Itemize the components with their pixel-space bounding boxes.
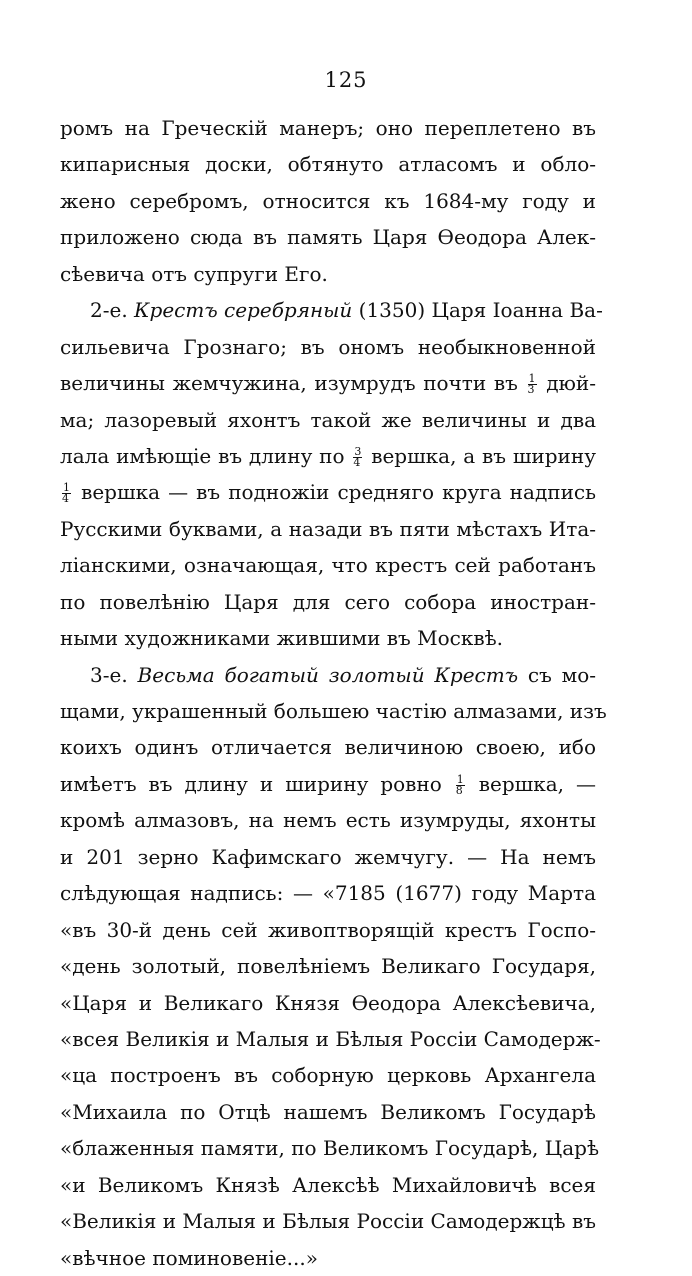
- fraction: $\frac{1}{3}$: [527, 372, 536, 397]
- text-line: по повелѣнію Царя для сего собора иностран-: [60, 589, 596, 614]
- text-line: «Михаила по Отцѣ нашемъ Великомъ Государѣ: [60, 1099, 596, 1124]
- text-line: [60, 657, 596, 693]
- text-line: коихъ одинъ отличается величиною своею, ибо: [60, 735, 596, 760]
- text-line: ромъ на Греческій манеръ; оно переплетено въ: [60, 116, 596, 140]
- text-span: лала имѣющіе въ длину по: [60, 443, 345, 468]
- text-span: дюй-: [546, 371, 597, 396]
- text-line: «въ 30-й день сей живоптворящій крестъ Госпо-: [60, 917, 596, 942]
- text-line: «Царя и Великаго Князя Ѳеодора Алексѣевича,: [60, 990, 596, 1015]
- text-span: (1350) Царя Іоанна Ва-: [358, 298, 603, 323]
- paragraph-3: [60, 657, 607, 1276]
- text-line: жено серебромъ, относится къ 1684-му году и: [60, 188, 596, 213]
- text-line: приложено сюда въ память Царя Ѳеодора Алек-: [60, 225, 596, 250]
- text-span: вершка, а въ ширину: [371, 443, 596, 468]
- text-line: ліанскими, означающая, что крестъ сей работанъ: [60, 553, 596, 578]
- text-line: слѣдующая надпись: — «7185 (1677) году Марта: [60, 881, 596, 906]
- text-span: съ мо-: [527, 662, 597, 687]
- text-span: вершка, —: [478, 771, 596, 796]
- item-title: Крестъ серебряный: [134, 298, 353, 323]
- text-line: [60, 365, 596, 401]
- fraction: $\frac{1}{4}$: [62, 481, 70, 506]
- text-span: величины жемчужина, изумрудъ почти въ: [60, 371, 518, 396]
- text-line: щами, украшенный большею частію алмазами, изъ: [60, 699, 607, 723]
- text-line: «Великія и Малыя и Бѣлыя Россіи Самодержцѣ въ: [60, 1209, 596, 1234]
- text-line: [60, 766, 596, 802]
- text-span: вершка — въ подножіи средняго круга надпись: [81, 480, 597, 505]
- text-line: сѣевича отъ супруги Его.: [60, 261, 328, 286]
- paragraph-2: [60, 292, 603, 656]
- page-number: 125: [324, 68, 368, 92]
- page-body: [60, 110, 607, 1276]
- text-span: имѣетъ въ длину и ширину ровно: [60, 771, 442, 796]
- item-title: Весьма богатый золотый Крестъ: [137, 662, 519, 687]
- text-line: [60, 292, 603, 328]
- paragraph-1: [60, 110, 596, 292]
- text-line: «вѣчное поминовеніе...»: [60, 1245, 318, 1270]
- text-line: ными художниками жившими въ Москвѣ.: [60, 626, 504, 651]
- text-line: кипарисныя доски, обтянуто атласомъ и обло-: [60, 152, 596, 177]
- text-line: «всея Великія и Малыя и Бѣлыя Россіи Самодерж-: [60, 1026, 601, 1051]
- item-number: 2-е.: [90, 298, 128, 323]
- text-line: «день золотый, повелѣніемъ Великаго Государя,: [60, 954, 596, 979]
- text-line: «ца построенъ въ соборную церковь Архангела: [60, 1063, 596, 1088]
- text-line: [60, 438, 596, 474]
- text-line: ма; лазоревый яхонтъ такой же величины и два: [60, 407, 596, 432]
- text-line: «блаженныя памяти, по Великомъ Государѣ, Царѣ: [60, 1136, 600, 1161]
- text-line: сильевича Грознаго; въ ономъ необыкновенной: [60, 334, 596, 359]
- text-line: [60, 474, 596, 510]
- fraction: $\frac{1}{8}$: [455, 772, 464, 797]
- text-line: кромѣ алмазовъ, на немъ есть изумруды, яхонты: [60, 808, 596, 833]
- text-line: «и Великомъ Князѣ Алексѣѣ Михайловичѣ всея: [60, 1172, 596, 1197]
- item-number: 3-е.: [90, 662, 128, 687]
- fraction: $\frac{3}{4}$: [353, 444, 362, 469]
- text-line: Русскими буквами, а назади въ пяти мѣстахъ Ита-: [60, 516, 596, 541]
- text-line: и 201 зерно Кафимскаго жемчугу. — На немъ: [60, 844, 596, 869]
